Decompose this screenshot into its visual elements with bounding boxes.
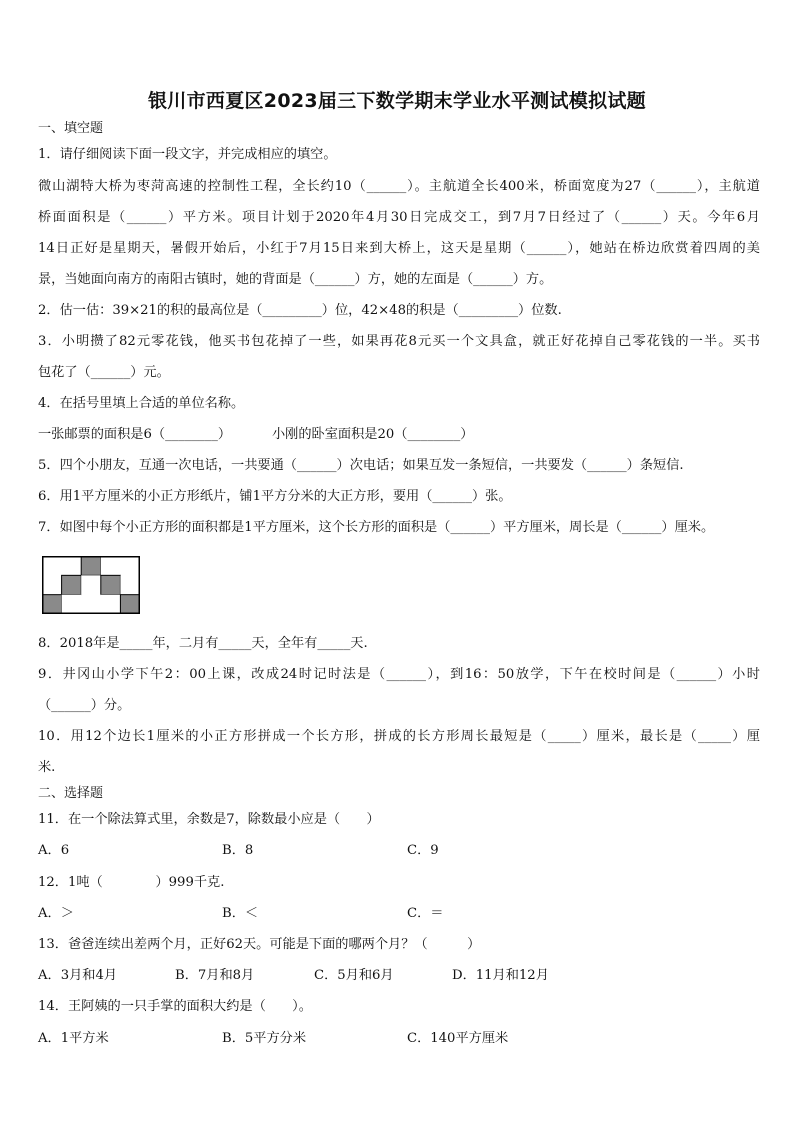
section-choice-label: 二、选择题 xyxy=(38,786,104,801)
q14-option-c[interactable]: C．140平方厘米 xyxy=(407,1031,509,1046)
q10-line-2: 米. xyxy=(38,760,56,775)
q13-option-d[interactable]: D．11月和12月 xyxy=(452,968,549,983)
q11-option-a[interactable]: A．6 xyxy=(38,843,70,858)
q4-prompt: 4．在括号里填上合适的单位名称。 xyxy=(38,396,245,411)
q7-text: 7．如图中每个小正方形的面积都是1平方厘米，这个长方形的面积是（______）平方厘米，周长是（______）厘米。 xyxy=(38,520,715,535)
empty-square xyxy=(101,556,121,575)
q4-item-stamp: 一张邮票的面积是6（________） xyxy=(38,427,232,442)
exam-title: 银川市西夏区2023届三下数学期末学业水平测试模拟试题 xyxy=(148,90,646,112)
q3-line-1: 3．小明攒了82元零花钱，他买书包花掉了一些，如果再花8元买一个文具盒，就正好花掉自己零花钱的一半。买书 xyxy=(38,334,760,349)
q12-option-b[interactable]: B．＜ xyxy=(222,906,259,921)
q1-prompt: 1．请仔细阅读下面一段文字，并完成相应的填空。 xyxy=(38,147,337,162)
q12-prompt: 12．1吨（ ）999千克. xyxy=(38,875,225,890)
q12-option-a[interactable]: A．＞ xyxy=(38,906,74,921)
q9-line-2: （______）分。 xyxy=(38,698,131,713)
q8-text: 8．2018年是_____年，二月有_____天，全年有_____天. xyxy=(38,636,368,651)
empty-square xyxy=(120,556,140,575)
q5-text: 5．四个小朋友，互通一次电话，一共要通（______）次电话；如果互发一条短信，一共要发（______）条短信. xyxy=(38,458,684,473)
empty-square xyxy=(42,575,62,594)
q1-line-4: 景，当她面向南方的南阳古镇时，她的背面是（______）方，她的左面是（______）方。 xyxy=(38,272,553,287)
q13-prompt: 13．爸爸连续出差两个月，正好62天。可能是下面的哪两个月？（ ） xyxy=(38,937,481,952)
q13-option-a[interactable]: A．3月和4月 xyxy=(38,968,118,983)
q3-line-2: 包花了（______）元。 xyxy=(38,365,170,380)
q11-option-b[interactable]: B．8 xyxy=(222,843,254,858)
shaded-square xyxy=(81,556,101,575)
q1-line-3: 14日正好是星期天，暑假开始后，小红于7月15日来到大桥上，这天是星期（______），她站在桥边欣赏着四周的美 xyxy=(38,241,760,256)
q11-option-c[interactable]: C．9 xyxy=(407,843,439,858)
q13-option-c[interactable]: C．5月和6月 xyxy=(314,968,394,983)
empty-square xyxy=(81,595,101,614)
q1-line-1: 微山湖特大桥为枣菏高速的控制性工程，全长约10（______）。主航道全长400米，桥面宽度为27（______），主航道 xyxy=(38,179,760,194)
empty-square xyxy=(101,595,121,614)
empty-square xyxy=(81,575,101,594)
shaded-square xyxy=(62,575,82,594)
empty-square xyxy=(62,595,82,614)
q1-line-2: 桥面面积是（______）平方米。项目计划于2020年4月30日完成交工，到7月7日经过了（______）天。今年6月 xyxy=(38,210,760,225)
q11-prompt: 11．在一个除法算式里，余数是7，除数最小应是（ ） xyxy=(38,812,380,827)
q14-option-b[interactable]: B．5平方分米 xyxy=(222,1031,307,1046)
q6-text: 6．用1平方厘米的小正方形纸片，铺1平方分米的大正方形，要用（______）张。 xyxy=(38,489,512,504)
q10-line-1: 10．用12个边长1厘米的小正方形拼成一个长方形，拼成的长方形周长最短是（_____）厘米，最长是（_____）厘 xyxy=(38,729,760,744)
shaded-square xyxy=(120,595,140,614)
q13-option-b[interactable]: B．7月和8月 xyxy=(175,968,255,983)
q4-item-bedroom: 小刚的卧室面积是20（________） xyxy=(272,427,474,442)
q14-prompt: 14．王阿姨的一只手掌的面积大约是（ ）。 xyxy=(38,999,312,1014)
shaded-square xyxy=(42,595,62,614)
empty-square xyxy=(62,556,82,575)
section-fill-in-label: 一、填空题 xyxy=(38,121,104,136)
shaded-square xyxy=(101,575,121,594)
empty-square xyxy=(120,575,140,594)
q12-option-c[interactable]: C．＝ xyxy=(407,906,444,921)
q2-text: 2．估一估：39×21的积的最高位是（_________）位，42×48的积是（_________）位数. xyxy=(38,303,562,318)
q9-line-1: 9．井冈山小学下午2：00上课，改成24时记时法是（______），到16：50放学，下午在校时间是（______）小时 xyxy=(38,667,760,682)
q14-option-a[interactable]: A．1平方米 xyxy=(38,1031,109,1046)
q7-grid-figure xyxy=(42,556,140,614)
empty-square xyxy=(42,556,62,575)
